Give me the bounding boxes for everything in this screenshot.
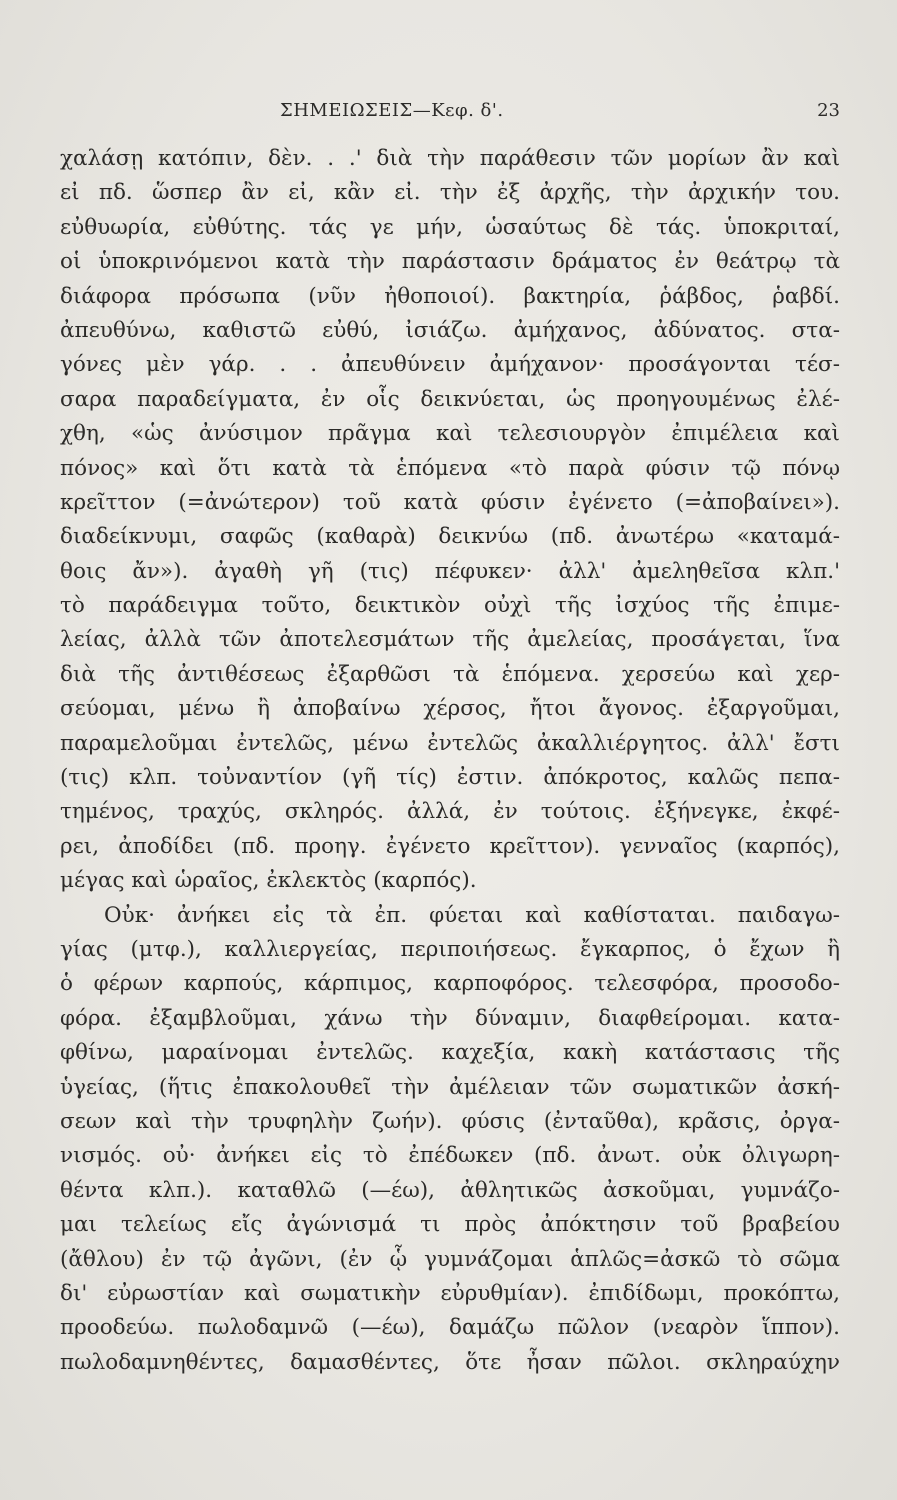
text-line: ὁ φέρων καρπούς, κάρπιμος, καρποφόρος. τελεσφόρα, προσοδο- — [60, 971, 840, 997]
text-line: σεύομαι, μένω ἢ ἀποβαίνω χέρσος, ἤτοι ἄγονος. ἐξαργοῦμαι, — [60, 696, 840, 722]
text-line: ἀπευθύνω, καθιστῶ εὐθύ, ἰσιάζω. ἀμήχανος, ἀδύνατος. στα- — [60, 317, 840, 343]
text-line: νισμός. οὐ· ἀνήκει εἰς τὸ ἐπέδωκεν (πδ. ἀνωτ. οὐκ ὀλιγωρη- — [60, 1143, 840, 1169]
text-line: χαλάσῃ κατόπιν, δὲν. . .' διὰ τὴν παράθεσιν τῶν μορίων ἂν καὶ — [60, 146, 840, 171]
text-line: μαι τελείως εἴς ἀγώνισμά τι πρὸς ἀπόκτησιν τοῦ βραβείου — [60, 1212, 840, 1238]
text-line: κρεῖττον (=ἀνώτερον) τοῦ κατὰ φύσιν ἐγένετο (=ἀποβαίνει»). — [60, 489, 840, 515]
text-line: διαδείκνυμι, σαφῶς (καθαρὰ) δεικνύω (πδ. ἀνωτέρω «καταμά- — [60, 524, 840, 550]
text-line: διὰ τῆς ἀντιθέσεως ἐξαρθῶσι τὰ ἑπόμενα. χερσεύω καὶ χερ- — [60, 661, 840, 687]
text-line: χθη, «ὡς ἀνύσιμον πρᾶγμα καὶ τελεσιουργὸν ἐπιμέλεια καὶ — [60, 421, 840, 447]
text-line: μέγας καὶ ὡραῖος, ἐκλεκτὸς (καρπός). — [60, 868, 477, 894]
running-head: ΣΗΜΕΙΩΣΕΙΣ—Κεφ. δ'. — [280, 100, 504, 121]
text-line: ρει, ἀποδίδει (πδ. προηγ. ἐγένετο κρεῖττον). γενναῖος (καρπός), — [60, 833, 840, 859]
text-line: θοις ἄν»). ἀγαθὴ γῆ (τις) πέφυκεν· ἀλλ' ἀμεληθεῖσα κλπ.' — [60, 558, 840, 584]
text-line: εἰ πδ. ὥσπερ ἂν εἰ, κἂν εἰ. τὴν ἐξ ἀρχῆς, τὴν ἀρχικήν του. — [60, 180, 840, 206]
page-header — [60, 100, 840, 124]
text-line: φθίνω, μαραίνομαι ἐντελῶς. καχεξία, κακὴ κατάστασις τῆς — [60, 1040, 840, 1066]
text-line: γίας (μτφ.), καλλιεργείας, περιποιήσεως. ἔγκαρπος, ὁ ἔχων ἢ — [60, 936, 840, 962]
page-number: 23 — [817, 100, 840, 121]
text-line: πωλοδαμνηθέντες, δαμασθέντες, ὅτε ἦσαν πῶλοι. σκληραύχην — [60, 1349, 840, 1375]
text-line: διάφορα πρόσωπα (νῦν ἠθοποιοί). βακτηρία, ῥάβδος, ῥαβδί. — [60, 283, 840, 309]
body-text — [60, 142, 840, 1462]
text-line: Οὐκ· ἀνήκει εἰς τὰ ἐπ. φύεται καὶ καθίσταται. παιδαγω- — [104, 902, 840, 928]
text-line: πόνος» καὶ ὅτι κατὰ τὰ ἑπόμενα «τὸ παρὰ φύσιν τῷ πόνῳ — [60, 455, 840, 481]
text-line: (ἄθλου) ἐν τῷ ἀγῶνι, (ἐν ᾧ γυμνάζομαι ἁπλῶς=ἀσκῶ τὸ σῶμα — [60, 1246, 840, 1272]
text-line: (τις) κλπ. τοὐναντίον (γῆ τίς) ἐστιν. ἀπόκροτος, καλῶς πεπα- — [60, 765, 840, 791]
text-line: τημένος, τραχύς, σκληρός. ἀλλά, ἐν τούτοις. ἐξήνεγκε, ἐκφέ- — [60, 799, 840, 825]
text-line: γόνες μὲν γάρ. . . ἀπευθύνειν ἀμήχανον· προσάγονται τέσ- — [60, 352, 840, 378]
text-line: φόρα. ἐξαμβλοῦμαι, χάνω τὴν δύναμιν, διαφθείρομαι. κατα- — [60, 1005, 840, 1031]
text-line: τὸ παράδειγμα τοῦτο, δεικτικὸν οὐχὶ τῆς ἰσχύος τῆς ἐπιμε- — [60, 593, 840, 619]
text-line: οἱ ὑποκρινόμενοι κατὰ τὴν παράστασιν δράματος ἐν θεάτρῳ τὰ — [60, 249, 840, 275]
text-line: παραμελοῦμαι ἐντελῶς, μένω ἐντελῶς ἀκαλλιέργητος. ἀλλ' ἔστι — [60, 730, 840, 756]
text-line: ὑγείας, (ἥτις ἐπακολουθεῖ τὴν ἀμέλειαν τῶν σωματικῶν ἀσκή- — [60, 1074, 840, 1100]
text-line: θέντα κλπ.). καταθλῶ (—έω), ἀθλητικῶς ἀσκοῦμαι, γυμνάζο- — [60, 1177, 840, 1203]
text-line: σαρα παραδείγματα, ἐν οἷς δεικνύεται, ὡς προηγουμένως ἐλέ- — [60, 386, 840, 412]
text-line: εὐθυωρία, εὐθύτης. τάς γε μήν, ὡσαύτως δὲ τάς. ὑποκριταί, — [60, 214, 840, 240]
text-line: προοδεύω. πωλοδαμνῶ (—έω), δαμάζω πῶλον (νεαρὸν ἵππον). — [60, 1315, 840, 1341]
text-line: δι' εὐρωστίαν καὶ σωματικὴν εὐρυθμίαν). ἐπιδίδωμι, προκόπτω, — [60, 1280, 840, 1306]
text-line: λείας, ἀλλὰ τῶν ἀποτελεσμάτων τῆς ἀμελείας, προσάγεται, ἵνα — [60, 627, 840, 653]
text-line: σεων καὶ τὴν τρυφηλὴν ζωήν). φύσις (ἐνταῦθα), κρᾶσις, ὀργα- — [60, 1108, 840, 1134]
